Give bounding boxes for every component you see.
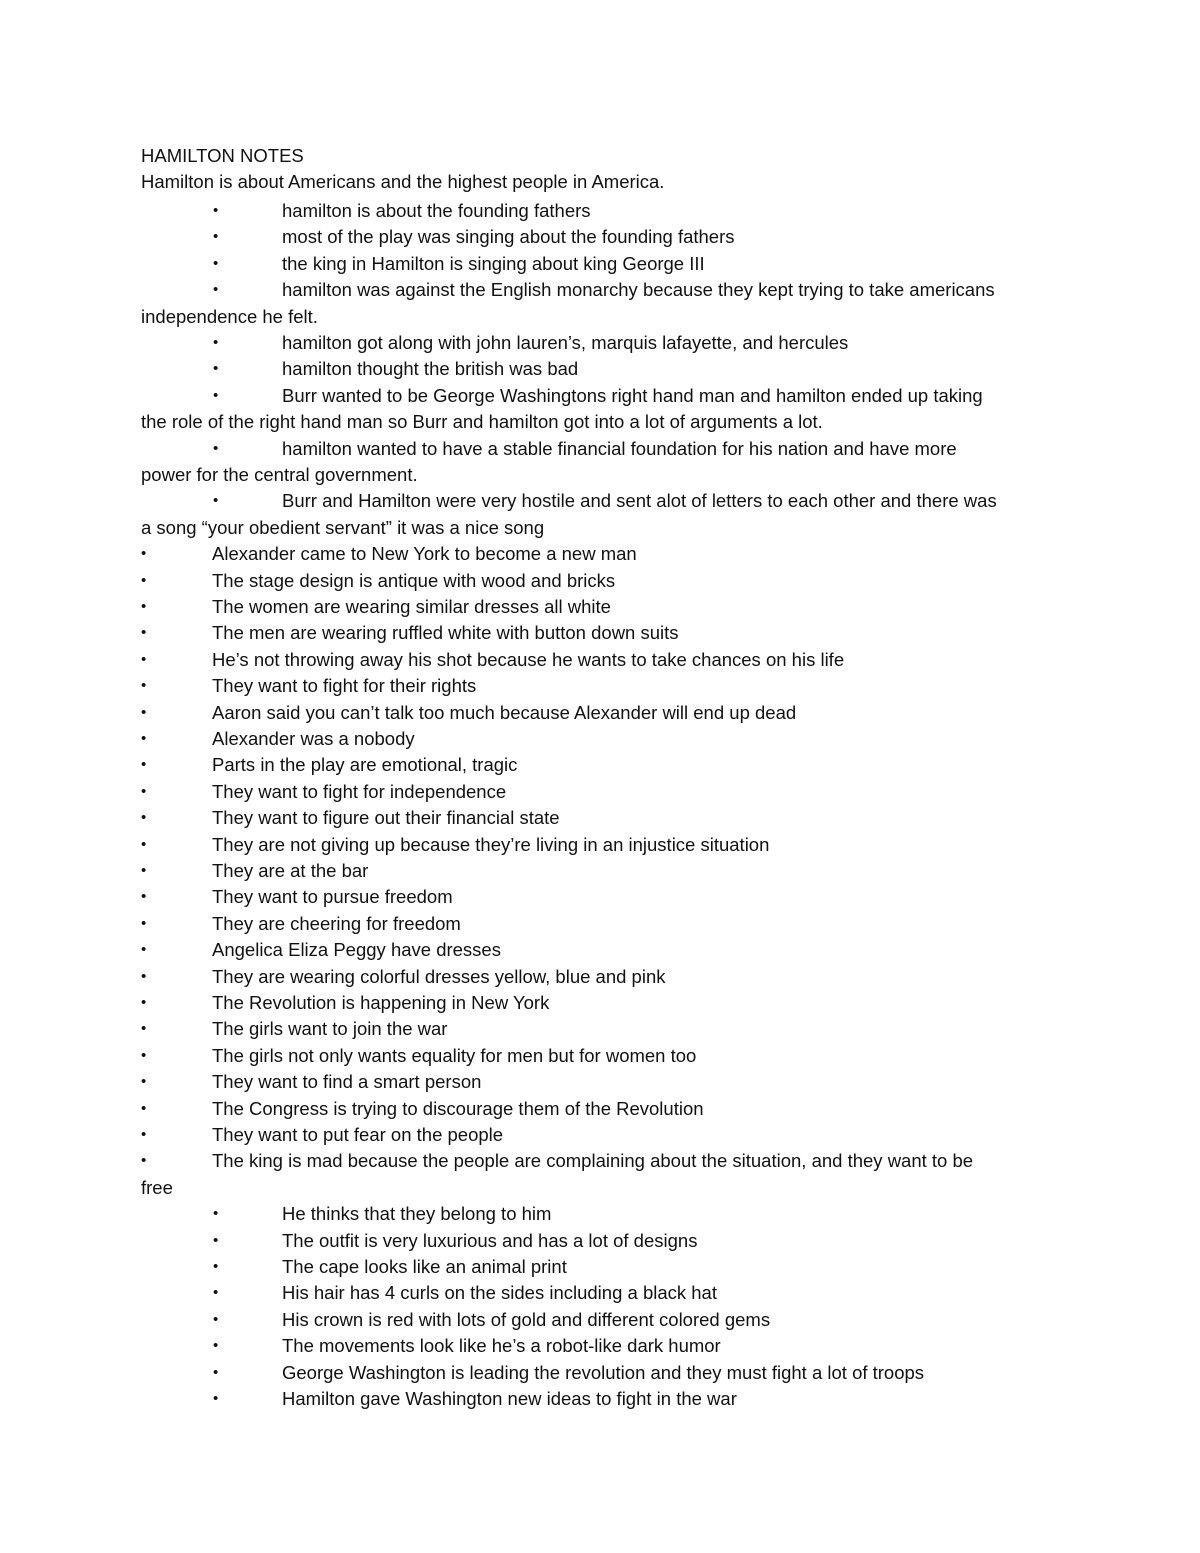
bullet-icon: •	[141, 571, 147, 589]
list-item	[141, 700, 1061, 726]
list-item-row	[141, 779, 1061, 805]
list-item	[141, 990, 1061, 1016]
list-item-row	[141, 1122, 1061, 1148]
list-item-row	[141, 1307, 1061, 1333]
bullet-icon: •	[141, 809, 147, 827]
list-item-text: The men are wearing ruffled white with button down suits	[212, 622, 679, 644]
list-item	[141, 1148, 1061, 1198]
list-item-text: hamilton wanted to have a stable financial foundation for his nation and have more	[282, 437, 957, 459]
list-item	[141, 832, 1061, 858]
bullet-icon: •	[141, 835, 147, 853]
list-item	[141, 356, 1061, 382]
list-item-row	[141, 383, 1061, 433]
list-item-text: They are wearing colorful dresses yellow, blue and pink	[212, 965, 666, 987]
list-item-row	[141, 1280, 1061, 1306]
list-item-row	[141, 1096, 1061, 1122]
list-item-text: hamilton got along with john lauren’s, marquis lafayette, and hercules	[282, 332, 849, 353]
list-item-row	[141, 198, 1061, 224]
list-item-row	[141, 224, 1061, 250]
bullet-icon: •	[141, 1046, 147, 1064]
bullet-icon: •	[141, 545, 147, 563]
list-item-continuation: the role of the right hand man so Burr and hamilton got into a lot of arguments a lot.	[141, 411, 823, 433]
bullet-icon: •	[141, 624, 147, 642]
bullet-icon: •	[213, 1337, 219, 1355]
list-item-row	[141, 990, 1061, 1016]
list-item-text: The Revolution is happening in New York	[212, 992, 550, 1013]
list-item-text: Burr wanted to be George Washingtons right hand man and hamilton ended up taking	[282, 384, 983, 406]
list-item-row	[141, 541, 1061, 567]
bullet-icon: •	[141, 1152, 147, 1170]
list-item	[141, 594, 1061, 620]
list-item-text: They want to pursue freedom	[212, 886, 453, 908]
list-item-text: the king in Hamilton is singing about king George III	[282, 252, 705, 274]
list-item-text: George Washington is leading the revolution and they must fight a lot of troops	[282, 1361, 925, 1383]
document-title: HAMILTON NOTES	[141, 145, 304, 166]
bullet-icon: •	[141, 994, 147, 1011]
list-item	[141, 1307, 1061, 1333]
list-item-row	[141, 1069, 1061, 1095]
list-item-text: hamilton was against the English monarchy because they kept trying to take americans	[282, 279, 995, 301]
list-item-row	[141, 673, 1061, 699]
list-item-row	[141, 1386, 1061, 1412]
list-item	[141, 251, 1061, 277]
list-item-text: They want to fight for their rights	[212, 675, 477, 697]
bullet-icon: •	[213, 439, 219, 457]
list-item-row	[141, 1201, 1061, 1227]
list-item-row	[141, 884, 1061, 910]
list-item	[141, 1280, 1061, 1306]
list-item-text: The cape looks like an animal print	[282, 1256, 567, 1277]
list-item	[141, 383, 1061, 433]
list-item-text: His crown is red with lots of gold and different colored gems	[282, 1308, 771, 1330]
list-item	[141, 1069, 1061, 1095]
bullet-icon: •	[141, 1126, 147, 1143]
list-item	[141, 1333, 1061, 1359]
list-item	[141, 488, 1061, 538]
list-item-row	[141, 488, 1061, 538]
bullet-icon: •	[141, 1073, 147, 1091]
list-item	[141, 1096, 1061, 1122]
list-item-text: They want to figure out their financial state	[212, 807, 560, 829]
list-item-text: Parts in the play are emotional, tragic	[212, 754, 518, 776]
list-item-row	[141, 1228, 1061, 1254]
list-item-text: They want to fight for independence	[212, 780, 507, 802]
list-item	[141, 436, 1061, 485]
list-item-row	[141, 1043, 1061, 1069]
list-item-text: The women are wearing similar dresses all white	[212, 596, 611, 617]
list-item	[141, 198, 1061, 224]
list-item	[141, 330, 1061, 356]
list-item-text: The outfit is very luxurious and has a lot of designs	[282, 1229, 698, 1251]
list-item-text: Hamilton gave Washington new ideas to fight in the war	[282, 1388, 737, 1409]
list-item-row	[141, 964, 1061, 990]
bullet-icon: •	[141, 598, 147, 615]
bullet-icon: •	[213, 1284, 219, 1302]
bullet-icon: •	[141, 967, 147, 985]
bullet-icon: •	[213, 281, 219, 299]
list-item	[141, 620, 1061, 646]
list-item	[141, 1201, 1061, 1227]
bullet-icon: •	[213, 334, 219, 351]
list-item-text: Angelica Eliza Peggy have dresses	[212, 939, 501, 961]
intro-paragraph: Hamilton is about Americans and the highest people in America.	[141, 171, 665, 192]
list-item	[141, 1043, 1061, 1069]
list-item	[141, 541, 1061, 567]
bullet-icon: •	[141, 862, 147, 879]
list-item-text: He’s not throwing away his shot because he wants to take chances on his life	[212, 648, 845, 670]
list-item	[141, 647, 1061, 673]
list-item-text: The king is mad because the people are complaining about the situation, and they want to be	[212, 1150, 974, 1172]
list-item-row	[141, 568, 1061, 594]
list-item-text: hamilton is about the founding fathers	[282, 200, 591, 221]
bullet-icon: •	[213, 1310, 219, 1328]
list-item	[141, 911, 1061, 937]
list-item-row	[141, 647, 1061, 673]
bullet-icon: •	[213, 1231, 219, 1249]
bullet-icon: •	[213, 228, 219, 246]
list-item-text: His hair has 4 curls on the sides including a black hat	[282, 1282, 717, 1304]
list-item	[141, 673, 1061, 699]
list-item-row	[141, 937, 1061, 963]
list-item	[141, 1254, 1061, 1280]
list-item	[141, 752, 1061, 778]
list-item-text: Aaron said you can’t talk too much because Alexander will end up dead	[212, 701, 797, 723]
list-item-row	[141, 620, 1061, 646]
list-item-text: hamilton thought the british was bad	[282, 358, 579, 380]
bullet-icon: •	[141, 941, 147, 959]
list-item	[141, 726, 1061, 752]
list-item-row	[141, 858, 1061, 884]
bullet-icon: •	[141, 703, 147, 721]
bullet-icon: •	[141, 650, 147, 668]
list-item-continuation: free	[141, 1176, 173, 1198]
list-item-row	[141, 356, 1061, 382]
list-item	[141, 937, 1061, 963]
list-item	[141, 1228, 1061, 1254]
list-item-text: He thinks that they belong to him	[282, 1203, 552, 1225]
list-item	[141, 858, 1061, 884]
list-item-text: The girls not only wants equality for men but for women too	[212, 1044, 697, 1066]
list-item-continuation: independence he felt.	[141, 305, 318, 327]
list-item-continuation: a song “your obedient servant” it was a nice song	[141, 516, 545, 538]
list-item-text: They are at the bar	[212, 860, 369, 881]
list-item-row	[141, 911, 1061, 937]
bullet-icon: •	[213, 1390, 219, 1407]
list-item-row	[141, 1148, 1061, 1198]
bullet-icon: •	[141, 677, 147, 695]
list-item-text: The Congress is trying to discourage them of the Revolution	[212, 1097, 704, 1119]
list-item	[141, 568, 1061, 594]
list-item-row	[141, 277, 1061, 327]
list-item	[141, 964, 1061, 990]
list-item-row	[141, 700, 1061, 726]
list-item	[141, 224, 1061, 250]
list-item-row	[141, 436, 1061, 485]
bullet-icon: •	[141, 888, 147, 906]
bullet-icon: •	[213, 1258, 219, 1275]
list-item-row	[141, 330, 1061, 356]
bullet-icon: •	[141, 1020, 147, 1038]
bullet-icon: •	[141, 914, 147, 932]
list-item-row	[141, 251, 1061, 277]
bullet-icon: •	[213, 360, 219, 378]
list-item-row	[141, 1360, 1061, 1386]
list-item	[141, 1122, 1061, 1148]
bullet-icon: •	[141, 1099, 147, 1117]
bullet-icon: •	[213, 202, 219, 219]
bullet-icon: •	[213, 1363, 219, 1381]
list-item	[141, 277, 1061, 327]
bullet-icon: •	[213, 386, 219, 404]
list-item-text: most of the play was singing about the founding fathers	[282, 226, 735, 248]
list-item-row	[141, 726, 1061, 752]
list-item-continuation: power for the central government.	[141, 463, 418, 485]
list-item-row	[141, 1254, 1061, 1280]
list-item-row	[141, 805, 1061, 831]
list-item-text: They are not giving up because they’re living in an injustice situation	[212, 833, 770, 855]
list-item-row	[141, 1333, 1061, 1359]
list-item-text: They are cheering for freedom	[212, 912, 461, 934]
list-item-text: They want to put fear on the people	[212, 1124, 504, 1145]
bullet-icon: •	[213, 1205, 219, 1223]
list-item	[141, 805, 1061, 831]
list-item	[141, 779, 1061, 805]
list-item	[141, 1386, 1061, 1412]
list-item-text: Alexander was a nobody	[212, 728, 415, 749]
list-item-text: The movements look like he’s a robot-like dark humor	[282, 1335, 721, 1357]
list-item-row	[141, 832, 1061, 858]
bullet-icon: •	[141, 730, 147, 747]
list-item-text: Burr and Hamilton were very hostile and sent alot of letters to each other and there was	[282, 490, 997, 512]
list-item-text: The stage design is antique with wood and bricks	[212, 569, 616, 591]
list-item	[141, 884, 1061, 910]
list-item-text: Alexander came to New York to become a new man	[212, 543, 637, 565]
list-item-row	[141, 1016, 1061, 1042]
list-item	[141, 1360, 1061, 1386]
list-item-row	[141, 594, 1061, 620]
list-item-text: They want to find a smart person	[212, 1071, 482, 1093]
list-item	[141, 1016, 1061, 1042]
bullet-icon: •	[213, 492, 219, 510]
bullet-icon: •	[141, 782, 147, 800]
bullet-icon: •	[213, 254, 219, 272]
bullet-icon: •	[141, 756, 147, 774]
list-item-text: The girls want to join the war	[212, 1018, 448, 1040]
list-item-row	[141, 752, 1061, 778]
